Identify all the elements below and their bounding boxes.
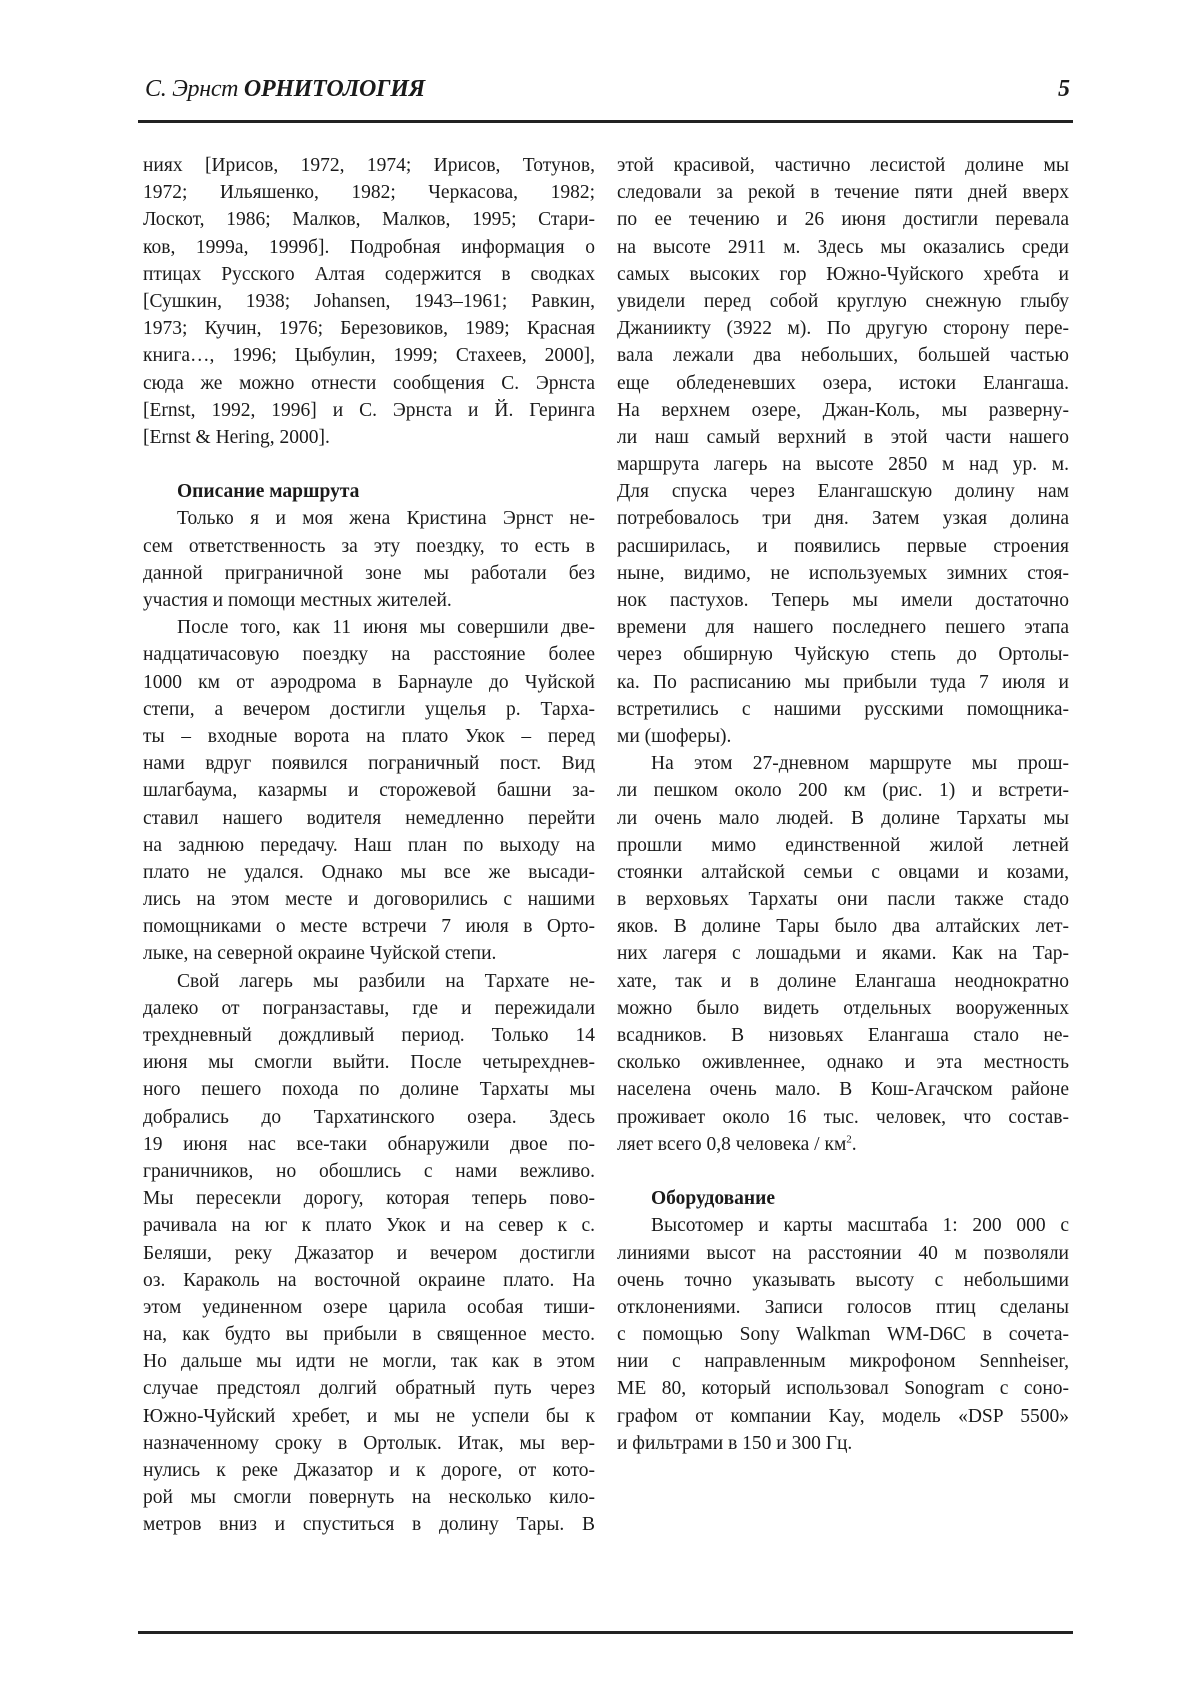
text-line: на, как будто вы прибыли в священное место. <box>143 1324 595 1346</box>
equipment-paragraph <box>617 1212 1069 1457</box>
text-line: Южно-Чуйский хребет, и мы не успели бы к <box>143 1405 595 1427</box>
text-line: [Сушкин, 1938; Johansen, 1943–1961; Равкин, <box>143 290 595 312</box>
text-line: расширилась, и появились первые строения <box>617 535 1069 557</box>
text-line: 1972; Ильяшенко, 1982; Черкасова, 1982; <box>143 182 595 204</box>
text-line: по ее течению и 26 июня достигли перевала <box>617 209 1069 231</box>
header-author-journal <box>145 76 425 103</box>
text-line: ков, 1999а, 1999б]. Подробная информация о <box>143 236 595 258</box>
text-line: через обширную Чуйскую степь до Ортолы- <box>617 644 1069 666</box>
text-line: данной приграничной зоне мы работали без <box>143 562 595 584</box>
text-line: [Ernst & Hering, 2000]. <box>143 426 330 448</box>
population-density-text: ляет всего 0,8 человека / км <box>617 1133 847 1155</box>
text-line: ли наш самый верхний в этой части нашего <box>617 426 1069 448</box>
header-author: С. Эрнст <box>145 76 239 102</box>
text-line: ми (шоферы). <box>617 725 732 747</box>
running-header <box>145 76 1070 112</box>
text-line: с помощью Sony Walkman WM-D6C в сочета- <box>617 1324 1069 1346</box>
text-line: сюда же можно отнести сообщения С. Эрнста <box>143 372 595 394</box>
header-rule <box>138 120 1073 123</box>
text-line: в верховьях Тархаты они пасли также стадо <box>617 889 1069 911</box>
text-line: еще обледеневших озера, истоки Елангаша. <box>617 372 1069 394</box>
text-line: всадников. В низовьях Елангаша стало не- <box>617 1025 1069 1046</box>
text-line: нулись к реке Джазатор и к дороге, от кото- <box>143 1460 595 1481</box>
text-line: июня мы смогли выйти. После четырехднев- <box>143 1052 595 1074</box>
text-line: Свой лагерь мы разбили на Тархате не- <box>177 970 595 992</box>
route-paragraph-4 <box>617 750 1069 1131</box>
text-line: следовали за рекой в течение пяти дней вверх <box>617 182 1069 204</box>
text-line: оз. Караколь на восточной окраине плато. На <box>143 1269 595 1291</box>
text-line: можно было видеть отдельных вооруженных <box>617 997 1069 1019</box>
text-line: [Ernst, 1992, 1996] и С. Эрнста и Й. Геринга <box>143 399 595 421</box>
text-line: графом от компании Kay, модель «DSP 5500» <box>617 1405 1069 1427</box>
text-line: этом уединенном озере царила особая тиши- <box>143 1296 595 1318</box>
text-line: шлагбаума, казармы и сторожевой башни за- <box>143 780 595 802</box>
text-line: очень точно указывать высоту с небольшими <box>617 1269 1069 1291</box>
text-line: ставил нашего водителя немедленно перейти <box>143 807 595 829</box>
text-line: вала лежали два небольших, большей частью <box>617 345 1069 367</box>
text-line: далеко от погранзаставы, где и пережидали <box>143 997 595 1019</box>
text-line: надцатичасовую поездку на расстояние более <box>143 644 595 666</box>
text-line: населена очень мало. В Кош-Агачском районе <box>617 1079 1069 1101</box>
text-line: Но дальше мы идти не могли, так как в этом <box>143 1351 595 1373</box>
text-line: трехдневный дождливый период. Только 14 <box>143 1025 595 1046</box>
text-line: увидели перед собой круглую снежную глыбу <box>617 290 1069 312</box>
text-line: Мы пересекли дорогу, которая теперь пово- <box>143 1188 595 1210</box>
text-line: маршрута лагерь на высоте 2850 м над ур. м. <box>617 454 1069 476</box>
text-line: ты – входные ворота на плато Укок – перед <box>143 725 595 747</box>
text-line: нок пастухов. Теперь мы имели достаточно <box>617 590 1069 611</box>
page-number: 5 <box>1058 76 1070 102</box>
text-line: на заднюю передачу. Наш план по выходу на <box>143 834 595 856</box>
text-line: сем ответственность за эту поездку, то есть в <box>143 535 595 557</box>
text-line: Лоскот, 1986; Малков, Малков, 1995; Стари- <box>143 209 595 231</box>
text-line: встретились с нашими русскими помощника- <box>617 698 1069 720</box>
text-line: прошли мимо единственной жилой летней <box>617 834 1069 856</box>
text-line: птицах Русского Алтая содержится в сводках <box>143 263 595 285</box>
intro-paragraph <box>143 152 595 451</box>
text-line: помощниками о месте встречи 7 июля в Орто- <box>143 916 595 938</box>
text-line: рой мы смогли повернуть на несколько кило- <box>143 1487 595 1509</box>
route-paragraph-4-last-line <box>617 1131 1069 1158</box>
text-line: Для спуска через Елангашскую долину нам <box>617 481 1069 503</box>
text-line: плато не удался. Однако мы все же высади- <box>143 861 595 883</box>
text-line: книга…, 1996; Цыбулин, 1999; Стахеев, 2000], <box>143 345 595 367</box>
text-line: ли очень мало людей. В долине Тархаты мы <box>617 807 1069 829</box>
header-journal: ОРНИТОЛОГИЯ <box>243 76 425 102</box>
section-gap <box>617 1158 1069 1185</box>
text-line: проживает около 16 тыс. человек, что состав- <box>617 1106 1069 1128</box>
footer-rule <box>138 1631 1073 1634</box>
text-line: сколько оживленнее, однако и эта местность <box>617 1052 1069 1074</box>
text-line: ного пешего похода по долине Тархаты мы <box>143 1079 595 1101</box>
superscript-2: 2 <box>846 1133 852 1146</box>
text-line: граничников, но обошлись с нами вежливо. <box>143 1160 595 1182</box>
text-line: ныне, видимо, не используемых зимних стоя- <box>617 562 1069 584</box>
text-line: этой красивой, частично лесистой долине мы <box>617 155 1069 176</box>
right-column <box>617 152 1069 1457</box>
section-heading-route: Описание маршрута <box>177 481 360 503</box>
text-line: назначенному сроку в Ортолык. Итак, мы вер- <box>143 1432 595 1454</box>
route-paragraph-3-continued <box>617 152 1069 750</box>
text-line: рачивала на юг к плато Укок и на север к с. <box>143 1215 595 1237</box>
text-line: отклонениями. Записи голосов птиц сделаны <box>617 1296 1069 1318</box>
text-line: хате, так и в долине Елангаша неоднократно <box>617 970 1069 992</box>
text-line: Джаниикту (3922 м). По другую сторону пере- <box>617 318 1069 340</box>
text-line: добрались до Тархатинского озера. Здесь <box>143 1106 595 1128</box>
text-line: стоянки алтайской семьи с овцами и козами, <box>617 861 1069 883</box>
route-paragraph-2 <box>143 614 595 967</box>
text-line: участия и помощи местных жителей. <box>143 590 452 611</box>
text-line: Беляши, реку Джазатор и вечером достигли <box>143 1242 595 1264</box>
text-line: 1973; Кучин, 1976; Березовиков, 1989; Красная <box>143 318 595 340</box>
text-line: яков. В долине Тары было два алтайских лет- <box>617 916 1069 938</box>
section-gap <box>143 451 595 478</box>
text-line: Только я и моя жена Кристина Эрнст не- <box>177 508 595 530</box>
text-line: 19 июня нас все-таки обнаружили двое по- <box>143 1133 595 1155</box>
text-line: На верхнем озере, Джан-Коль, мы разверну- <box>617 399 1069 421</box>
text-line: нами вдруг появился пограничный пост. Вид <box>143 753 595 775</box>
text-line: лись на этом месте и договорились с нашими <box>143 889 595 911</box>
text-line: ME 80, который использовал Sonogram с соно- <box>617 1378 1069 1400</box>
text-line: самых высоких гор Южно-Чуйского хребта и <box>617 263 1069 285</box>
text-line: Высотомер и карты масштаба 1: 200 000 с <box>651 1215 1069 1237</box>
text-line: случае предстоял долгий обратный путь через <box>143 1378 595 1400</box>
text-line: метров вниз и спуститься в долину Тары. В <box>143 1514 595 1536</box>
section-heading-equipment: Оборудование <box>651 1188 776 1210</box>
text-line: ли пешком около 200 км (рис. 1) и встрети- <box>617 780 1069 802</box>
text-line: ниях [Ирисов, 1972, 1974; Ирисов, Тотунов, <box>143 155 595 176</box>
route-paragraph-3 <box>143 968 595 1539</box>
text-line: лыке, на северной окраине Чуйской степи. <box>143 943 497 965</box>
text-line: потребовалось три дня. Затем узкая долина <box>617 508 1069 530</box>
text-line: ка. По расписанию мы прибыли туда 7 июля и <box>617 671 1069 693</box>
text-line: После того, как 11 июня мы совершили две- <box>177 617 595 639</box>
text-line: линиями высот на расстоянии 40 м позволяли <box>617 1242 1069 1264</box>
route-paragraph-1 <box>143 505 595 614</box>
text-line: на высоте 2911 м. Здесь мы оказались среди <box>617 236 1069 258</box>
text-line: и фильтрами в 150 и 300 Гц. <box>617 1432 853 1454</box>
sentence-end: . <box>851 1133 857 1155</box>
text-line: нии с направленным микрофоном Sennheiser, <box>617 1351 1069 1373</box>
left-column <box>143 152 595 1539</box>
text-line: 1000 км от аэродрома в Барнауле до Чуйской <box>143 671 595 693</box>
text-line: них лагеря с лошадьми и яками. Как на Тар- <box>617 943 1069 965</box>
text-line: времени для нашего последнего пешего этапа <box>617 617 1069 639</box>
text-line: На этом 27-дневном маршруте мы прош- <box>651 753 1069 775</box>
text-line: степи, а вечером достигли ущелья р. Тарха- <box>143 698 595 720</box>
